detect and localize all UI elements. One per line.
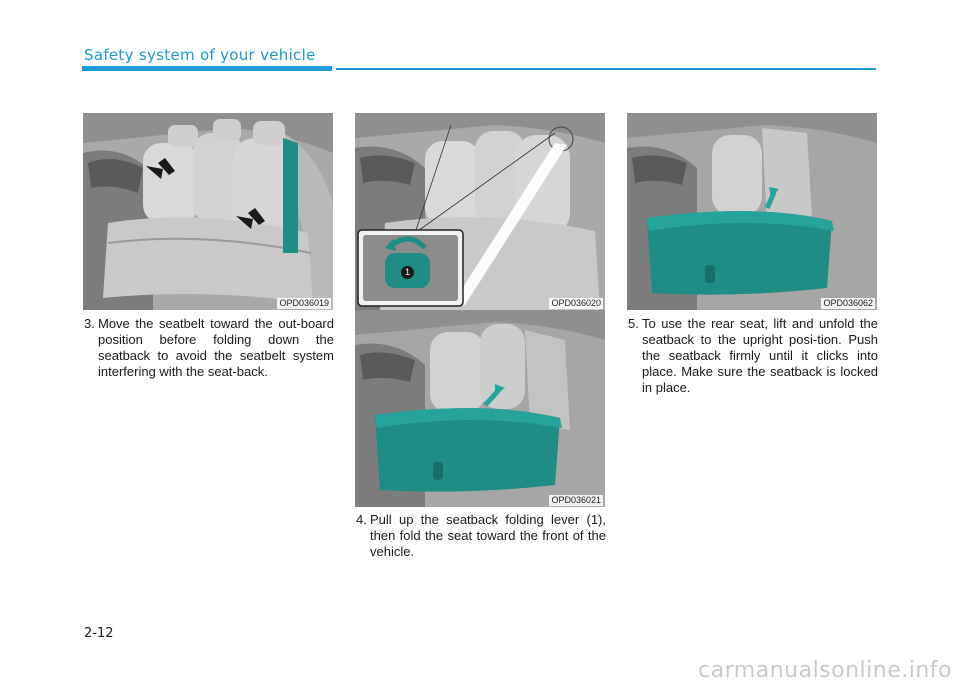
seat-photo-lever [355, 113, 605, 310]
figure-folding-lever [355, 113, 605, 310]
step-5 [628, 316, 878, 396]
step-number: 3. [84, 316, 95, 331]
figure-code: OPD036062 [823, 298, 873, 308]
step-number: 4. [356, 512, 367, 527]
figure-code: OPD036020 [551, 298, 601, 308]
step-3 [84, 316, 334, 380]
figure-seatbelt-outboard [83, 113, 333, 310]
step-number: 5. [628, 316, 639, 331]
callout-number: 1 [401, 266, 414, 279]
seat-photo-upright [83, 113, 333, 310]
step-text: Pull up the seatback folding lever (1), then fold the seat toward the front of the vehicle. [370, 512, 606, 559]
figure-seat-unfold [627, 113, 877, 310]
seat-photo-unfold [627, 113, 877, 310]
header-rule-thick [82, 66, 332, 71]
watermark: carmanualsonline.info [698, 658, 952, 683]
seat-photo-folded [355, 310, 605, 507]
header-rule-thin [336, 68, 876, 70]
figure-code: OPD036021 [551, 495, 601, 505]
section-title: Safety system of your vehicle [84, 46, 316, 64]
step-4 [356, 512, 606, 560]
step-text: Move the seatbelt toward the out-board position before folding down the seatback to avoid the seatbelt system interfering with the seat-back. [98, 316, 334, 379]
step-text: To use the rear seat, lift and unfold the seatback to the upright posi-tion. Push the seatback firmly until it clicks into place. Make sure the seatback is locked in place. [642, 316, 878, 395]
page-number: 2-12 [84, 626, 114, 641]
figure-seat-folded [355, 310, 605, 507]
figure-code: OPD036019 [279, 298, 329, 308]
